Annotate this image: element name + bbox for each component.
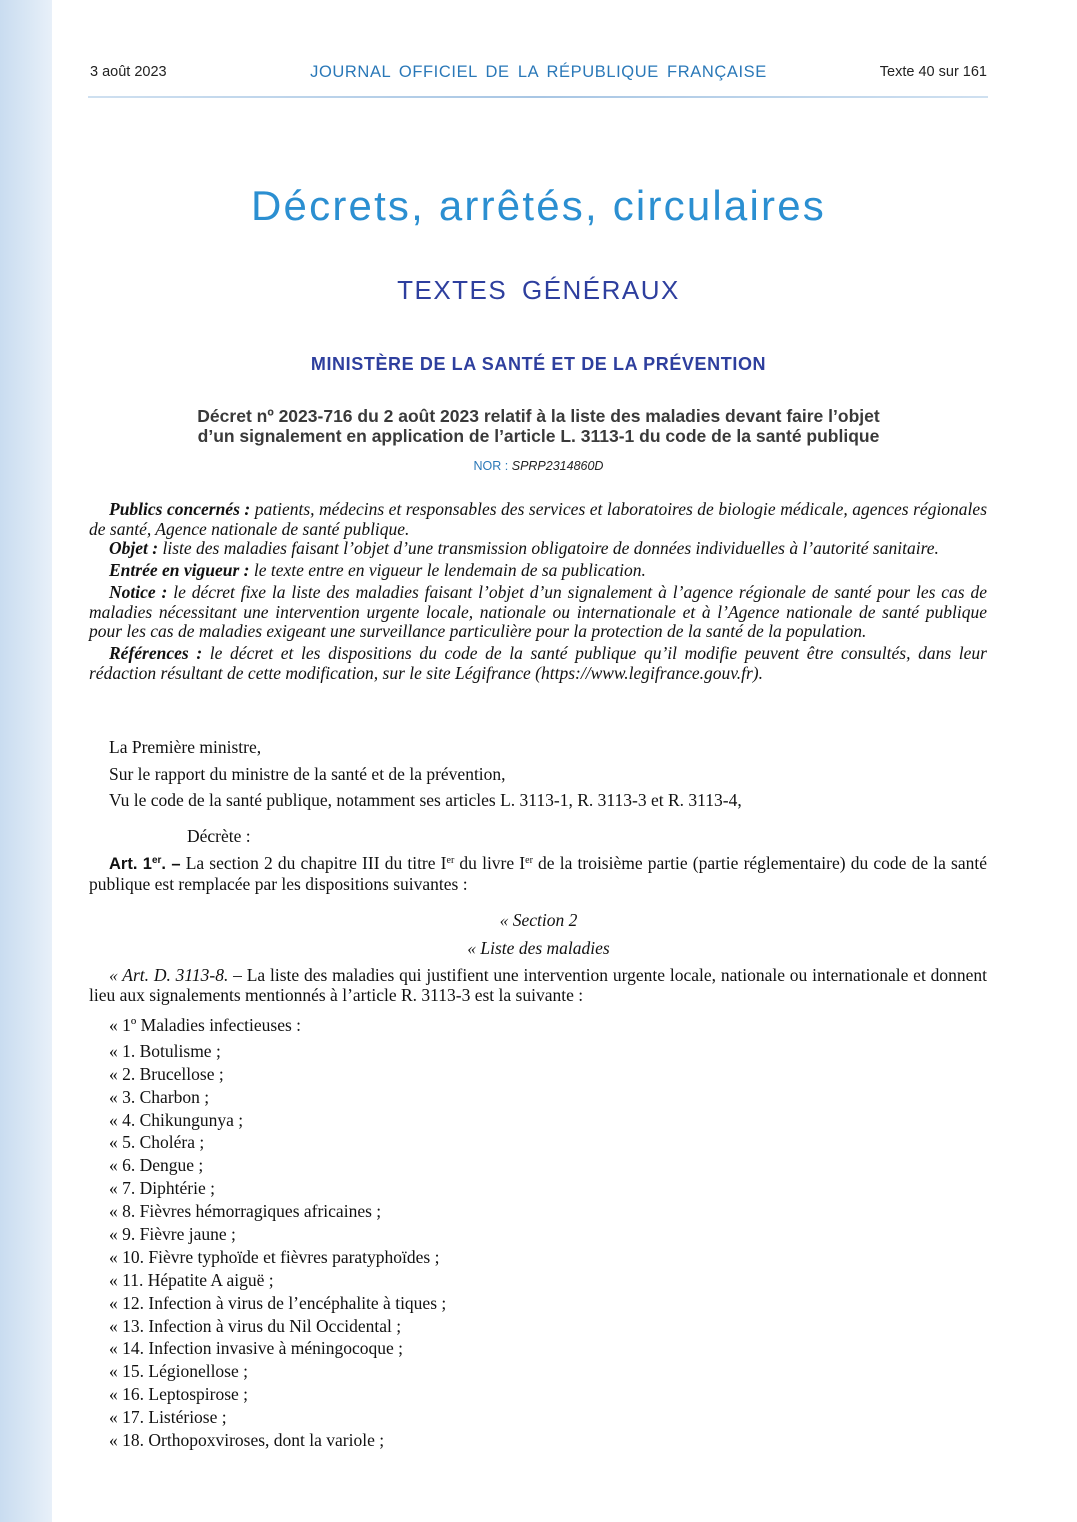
list-item: « 15. Légionellose ; [109,1361,249,1382]
list-item: « 5. Choléra ; [109,1132,205,1153]
decree-title-line: Décret nº 2023-716 du 2 août 2023 relatif à la liste des maladies devant faire l’objet [197,406,880,426]
list-item: « 7. Diphtérie ; [109,1178,215,1199]
article-1: Art. 1er. – La section 2 du chapitre III du titre Ier du livre Ier de la troisième partie (partie réglementaire) du code de la santé publique est remplacée par les dispositions suivantes : [89,853,987,894]
decree-title [100,406,977,446]
list-item: « 14. Infection invasive à méningocoque ; [109,1338,404,1359]
list-item: « 2. Brucellose ; [109,1063,224,1084]
section-title: TEXTES GÉNÉRAUX [397,275,680,305]
header-journal-title: JOURNAL OFFICIEL DE LA RÉPUBLIQUE FRANÇAISE [310,63,767,81]
section-heading: « Section 2 [499,910,578,930]
header-divider [88,96,988,98]
disease-list [109,1014,709,1452]
list-item: « 16. Leptospirose ; [109,1384,249,1405]
list-item: « 10. Fièvre typhoïde et fièvres paratyphoïdes ; [109,1246,440,1267]
summary-paragraph: Publics concernés : patients, médecins et responsables des services et laboratoires de biologie médicale, agences régionales de santé, Agence nationale de santé publique. [89,499,987,539]
article-1-label: Art. 1er. – [109,855,181,873]
section-subheading: « Liste des maladies [467,938,610,958]
list-item: « 12. Infection à virus de l’encéphalite à tiques ; [109,1292,447,1313]
decree-preamble [89,738,987,818]
list-item: « 3. Charbon ; [109,1086,210,1107]
header-date: 3 août 2023 [90,64,167,80]
nor-label: NOR : [473,459,509,473]
ministry-heading: MINISTÈRE DE LA SANTÉ ET DE LA PRÉVENTION [310,354,767,374]
preamble-line: Sur le rapport du ministre de la santé et de la prévention, [109,763,506,784]
decree-summary [89,500,987,683]
nor-value: SPRP2314860D [511,459,604,473]
summary-paragraph: Entrée en vigueur : le texte entre en vigueur le lendemain de sa publication. [109,560,646,581]
list-item: « 18. Orthopoxviroses, dont la variole ; [109,1430,385,1451]
category-heading: « 1º Maladies infectieuses : [109,1015,302,1035]
article-d-label: « Art. D. 3113-8. [109,965,229,985]
summary-paragraph: Objet : liste des maladies faisant l’objet d’une transmission obligatoire de données individuelles à l’autorité sanitaire. [109,538,939,559]
list-item: « 6. Dengue ; [109,1155,204,1176]
preamble-line: La Première ministre, [109,737,262,757]
list-item: « 8. Fièvres hémorragiques africaines ; [109,1201,382,1222]
list-item: « 11. Hépatite A aiguë ; [109,1269,274,1290]
main-title: Décrets, arrêtés, circulaires [251,182,826,229]
list-item: « 4. Chikungunya ; [109,1109,244,1130]
article-d-3113-8: « Art. D. 3113-8. – La liste des maladies qui justifient une intervention urgente locale, nationale ou internationale et donnent lieu aux signalements mentionnés à l’article R. 3113-3 est la suivante : [89,965,988,1005]
page-header [90,64,987,86]
list-item: « 9. Fièvre jaune ; [109,1224,236,1245]
summary-paragraph: Notice : le décret fixe la liste des maladies faisant l’objet d’un signalement à l’agence régionale de santé pour les cas de maladies nécessitant une intervention urgente locale, nationale ou internationale et à l’Agence nationale de santé publique pour les cas de maladies exigeant une surveillance particulière pour la protection de la santé de la population. [89,581,988,642]
header-text-number: Texte 40 sur 161 [879,64,987,80]
preamble-line: Vu le code de la santé publique, notamment ses articles L. 3113-1, R. 3113-3 et R. 3113-4, [109,790,742,811]
nor-reference [0,459,1077,473]
list-item: « 13. Infection à virus du Nil Occidental ; [109,1315,402,1336]
decree-title-line: d’un signalement en application de l’article L. 3113-1 du code de la santé publique [197,426,880,446]
list-item: « 17. Listériose ; [109,1407,227,1428]
decrete-line: Décrète : [187,826,251,846]
summary-paragraph: Références : le décret et les dispositions du code de la santé publique qu’il modifie peuvent être consultés, dans leur rédaction résultant de cette modification, sur le site Légifrance (https://www.legifrance.gouv.fr). [89,642,987,683]
list-item: « 1. Botulisme ; [109,1040,221,1061]
